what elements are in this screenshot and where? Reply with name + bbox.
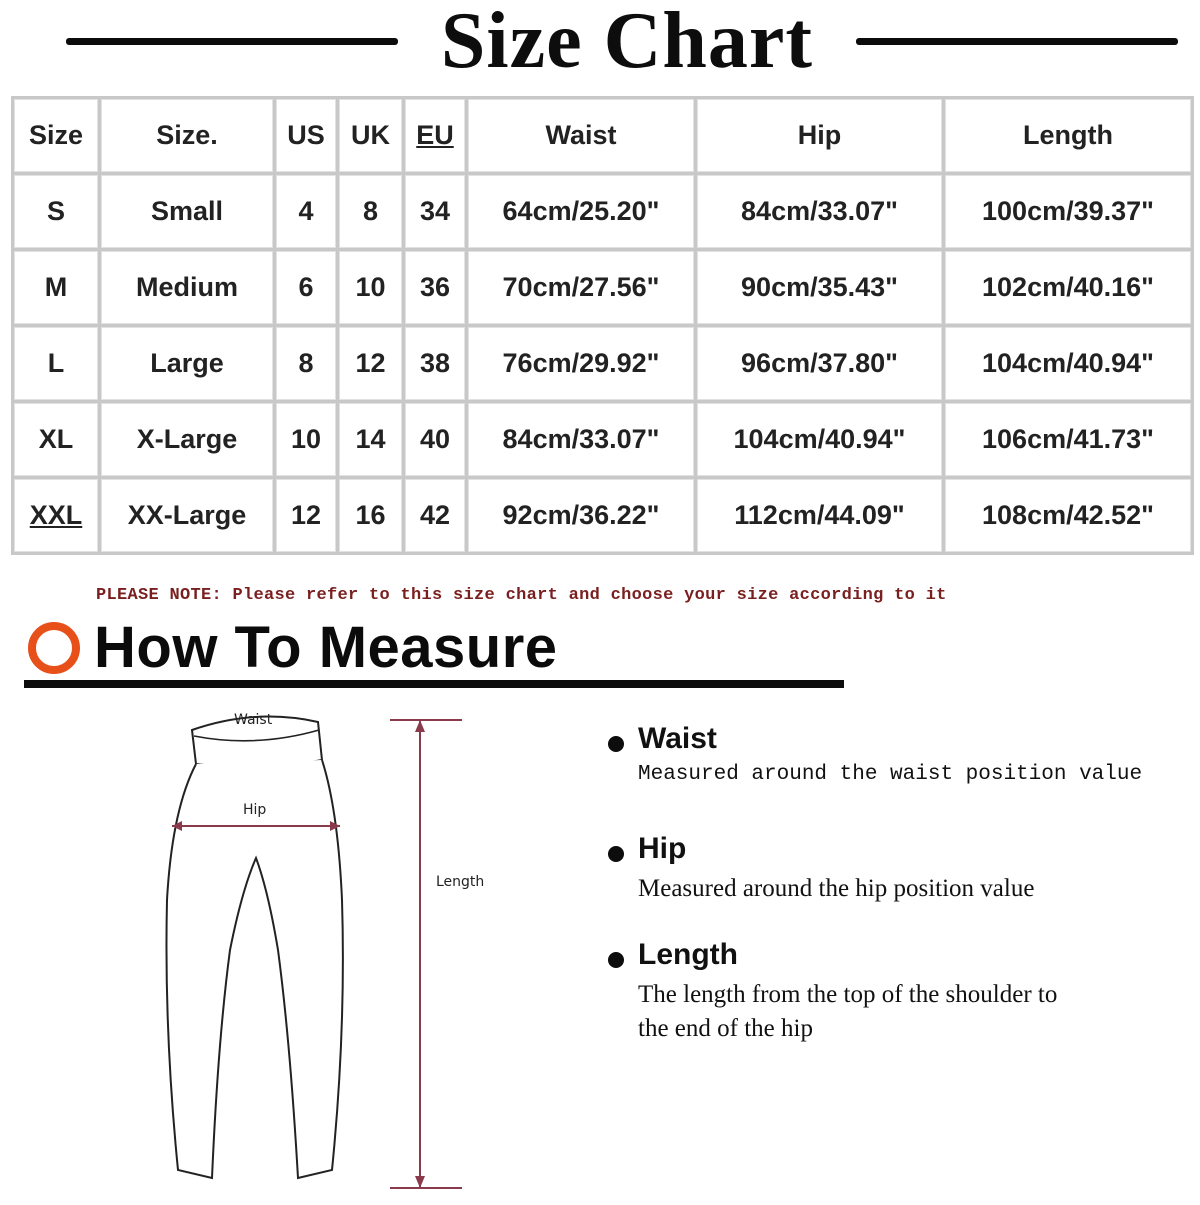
cell-uk: 8 [339, 175, 402, 248]
legend-name: Waist [638, 722, 717, 755]
header-length: Length [945, 99, 1191, 172]
cell-uk: 10 [339, 251, 402, 324]
bullet-icon [608, 952, 624, 968]
legend-name: Hip [638, 832, 687, 865]
header-eu: EU [405, 99, 465, 172]
cell-waist: 76cm/29.92" [468, 327, 694, 400]
table-row [14, 403, 1191, 476]
cell-eu: 38 [405, 327, 465, 400]
cell-length: 106cm/41.73" [945, 403, 1191, 476]
cell-size: XXL [14, 479, 98, 552]
cell-hip: 90cm/35.43" [697, 251, 942, 324]
size-chart-header [0, 0, 1200, 90]
legend-desc: Measured around the waist position value [638, 763, 1143, 786]
diagram-waist-label: Waist [234, 712, 273, 728]
cell-size-name: Small [101, 175, 273, 248]
cell-hip: 104cm/40.94" [697, 403, 942, 476]
how-to-measure-title: How To Measure [94, 615, 558, 680]
size-note: PLEASE NOTE: Please refer to this size chart and choose your size according to it [96, 586, 947, 605]
cell-eu: 34 [405, 175, 465, 248]
header-size: Size [14, 99, 98, 172]
cell-us: 10 [276, 403, 336, 476]
cell-us: 8 [276, 327, 336, 400]
cell-uk: 14 [339, 403, 402, 476]
header-hip: Hip [697, 99, 942, 172]
table-row [14, 251, 1191, 324]
header-waist: Waist [468, 99, 694, 172]
bullet-icon [608, 846, 624, 862]
bullet-icon [608, 736, 624, 752]
cell-length: 102cm/40.16" [945, 251, 1191, 324]
diagram-hip-label: Hip [243, 802, 267, 818]
cell-waist: 70cm/27.56" [468, 251, 694, 324]
cell-eu: 40 [405, 403, 465, 476]
cell-hip: 84cm/33.07" [697, 175, 942, 248]
title-rule-left [66, 38, 398, 45]
table-header-row [14, 99, 1191, 172]
cell-uk: 16 [339, 479, 402, 552]
cell-us: 6 [276, 251, 336, 324]
page-title: Size Chart [440, 0, 814, 85]
cell-size: M [14, 251, 98, 324]
header-size-name: Size. [101, 99, 273, 172]
table-row [14, 327, 1191, 400]
cell-eu: 36 [405, 251, 465, 324]
cell-size-name: Large [101, 327, 273, 400]
size-table [11, 96, 1194, 555]
cell-waist: 84cm/33.07" [468, 403, 694, 476]
pants-diagram [150, 700, 500, 1200]
cell-size: XL [14, 403, 98, 476]
cell-length: 104cm/40.94" [945, 327, 1191, 400]
cell-size-name: XX-Large [101, 479, 273, 552]
cell-hip: 96cm/37.80" [697, 327, 942, 400]
header-us: US [276, 99, 336, 172]
table-row [14, 175, 1191, 248]
cell-us: 4 [276, 175, 336, 248]
header-uk: UK [339, 99, 402, 172]
legend-desc-line1: The length from the top of the shoulder to [638, 981, 1058, 1008]
table-row [14, 479, 1191, 552]
pants-illustration [150, 700, 500, 1200]
cell-size-name: X-Large [101, 403, 273, 476]
cell-size: L [14, 327, 98, 400]
cell-length: 108cm/42.52" [945, 479, 1191, 552]
diagram-length-label: Length [436, 874, 485, 890]
legend-desc-line2: the end of the hip [638, 1015, 813, 1042]
length-arrow-down-icon [415, 1176, 425, 1188]
title-rule-right [856, 38, 1178, 45]
ring-bullet-icon [28, 622, 80, 674]
cell-us: 12 [276, 479, 336, 552]
how-to-measure-header [24, 612, 844, 692]
legend-name: Length [638, 938, 738, 971]
cell-hip: 112cm/44.09" [697, 479, 942, 552]
length-arrow-up-icon [415, 720, 425, 732]
cell-size: S [14, 175, 98, 248]
section-rule [24, 680, 844, 688]
pants-outline [166, 760, 342, 1178]
cell-length: 100cm/39.37" [945, 175, 1191, 248]
cell-waist: 64cm/25.20" [468, 175, 694, 248]
legend-desc: Measured around the hip position value [638, 875, 1035, 902]
cell-eu: 42 [405, 479, 465, 552]
cell-waist: 92cm/36.22" [468, 479, 694, 552]
cell-uk: 12 [339, 327, 402, 400]
cell-size-name: Medium [101, 251, 273, 324]
